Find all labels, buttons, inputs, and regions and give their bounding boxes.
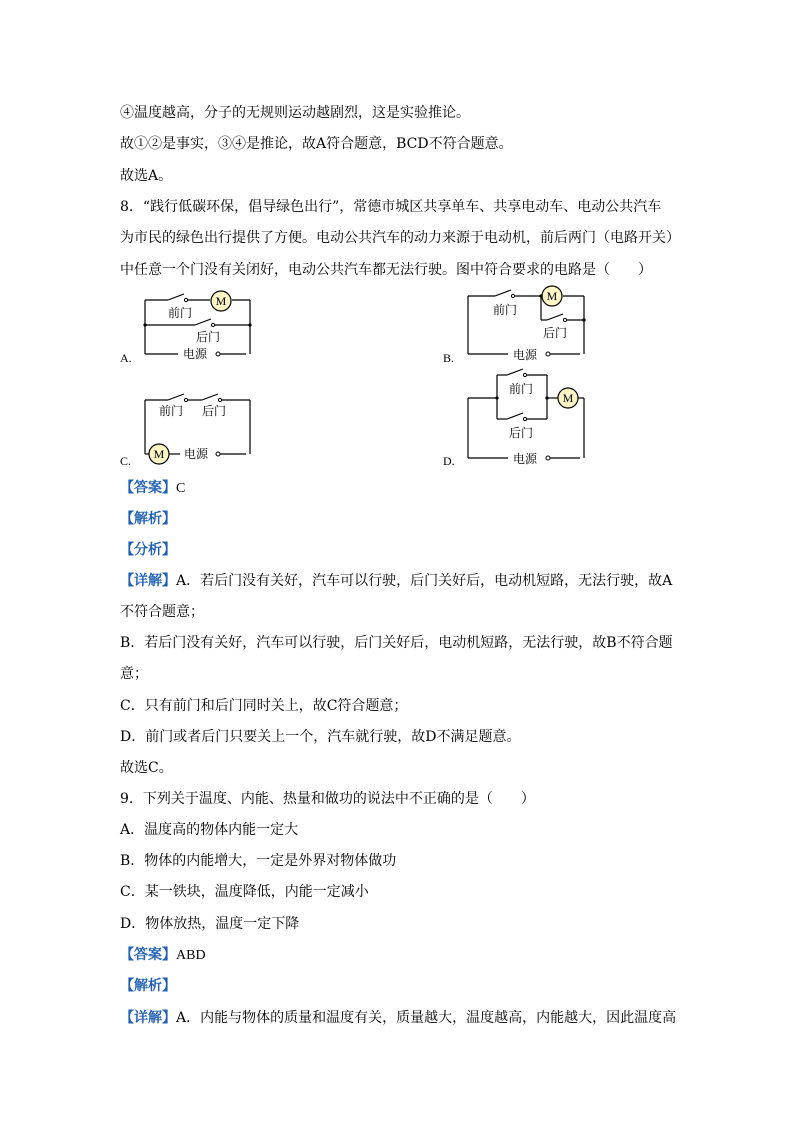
detail-line: 不符合题意；: [120, 604, 204, 620]
back-door-label: 后门: [509, 426, 534, 440]
back-door-label: 后门: [543, 326, 568, 340]
motor-label: M: [546, 289, 558, 303]
question-9-stem: 9．下列关于温度、内能、热量和做功的说法中不正确的是（ ）: [120, 791, 535, 807]
circuit-diagram-a: [140, 288, 260, 363]
text-line: 故①②是事实，③④是推论，故A符合题意，BCD不符合题意。: [120, 136, 513, 152]
detail-text: A．内能与物体的质量和温度有关，质量越大，温度越高，内能越大，因此温度高: [176, 1010, 677, 1026]
detail-tag: 【详解】: [120, 1010, 176, 1026]
detail-text: A．若后门没有关好，汽车可以行驶，后门关好后，电动机短路，无法行驶，故A: [176, 573, 673, 589]
power-label: 电源: [184, 447, 209, 461]
back-door-label: 后门: [196, 330, 221, 344]
fenxi-heading: 【分析】: [120, 542, 176, 558]
option-c: C．某一铁块，温度降低，内能一定减小: [120, 884, 369, 900]
circuit-diagram-c: [140, 388, 260, 466]
power-label: 电源: [513, 348, 538, 362]
detail-line: D．前门或者后门只要关上一个，汽车就行驶，故D不满足题意。: [120, 729, 521, 745]
option-a: A．温度高的物体内能一定大: [120, 822, 299, 838]
conclusion-line: 故选C。: [120, 760, 173, 776]
option-b-label: B.: [443, 351, 455, 365]
front-door-label: 前门: [509, 382, 534, 396]
detail-tag: 【详解】: [120, 573, 176, 589]
answer-value: C: [176, 481, 186, 496]
option-b: B．物体的内能增大，一定是外界对物体做功: [120, 853, 397, 869]
detail-line: C．只有前门和后门同时关上，故C符合题意；: [120, 698, 408, 714]
detail-line: [120, 1008, 676, 1028]
answer-line: [120, 478, 185, 499]
power-label: 电源: [513, 452, 538, 466]
option-d-label: D.: [443, 454, 455, 468]
analysis-heading: 【解析】: [120, 978, 176, 994]
detail-line: [120, 571, 672, 591]
answer-value: ABD: [176, 948, 206, 963]
question-8-stem: 8．“践行低碳环保，倡导绿色出行”，常德市城区共享单车、共享电动车、电动公共汽车: [120, 199, 662, 215]
detail-line: B．若后门没有关好，汽车可以行驶，后门关好后，电动机短路，无法行驶，故B不符合题: [120, 635, 673, 651]
answer-line: [120, 945, 206, 966]
detail-line: 意；: [120, 666, 148, 682]
front-door-label: 前门: [493, 303, 518, 317]
circuit-diagram-b: [463, 283, 593, 363]
option-c-label: C.: [120, 454, 132, 468]
front-door-label: 前门: [168, 306, 193, 320]
power-label: 电源: [183, 347, 208, 361]
text-line: 故选A。: [120, 168, 173, 184]
motor-label: M: [562, 391, 574, 405]
motor-label: M: [153, 447, 165, 461]
question-8-stem: 为市民的绿色出行提供了方便。电动公共汽车的动力来源于电动机，前后两门（电路开关）: [120, 230, 680, 246]
text-line: ④温度越高，分子的无规则运动越剧烈，这是实验推论。: [120, 105, 470, 121]
option-d: D．物体放热，温度一定下降: [120, 916, 300, 932]
back-door-label: 后门: [202, 404, 227, 418]
question-8-stem: 中任意一个门没有关闭好，电动公共汽车都无法行驶。图中符合要求的电路是（ ）: [120, 262, 652, 278]
option-a-label: A.: [120, 351, 132, 365]
analysis-heading: 【解析】: [120, 511, 176, 527]
motor-label: M: [215, 294, 227, 308]
answer-tag: 【答案】: [120, 947, 176, 963]
circuit-diagram-d: [463, 365, 593, 467]
front-door-label: 前门: [159, 404, 184, 418]
answer-tag: 【答案】: [120, 480, 176, 496]
